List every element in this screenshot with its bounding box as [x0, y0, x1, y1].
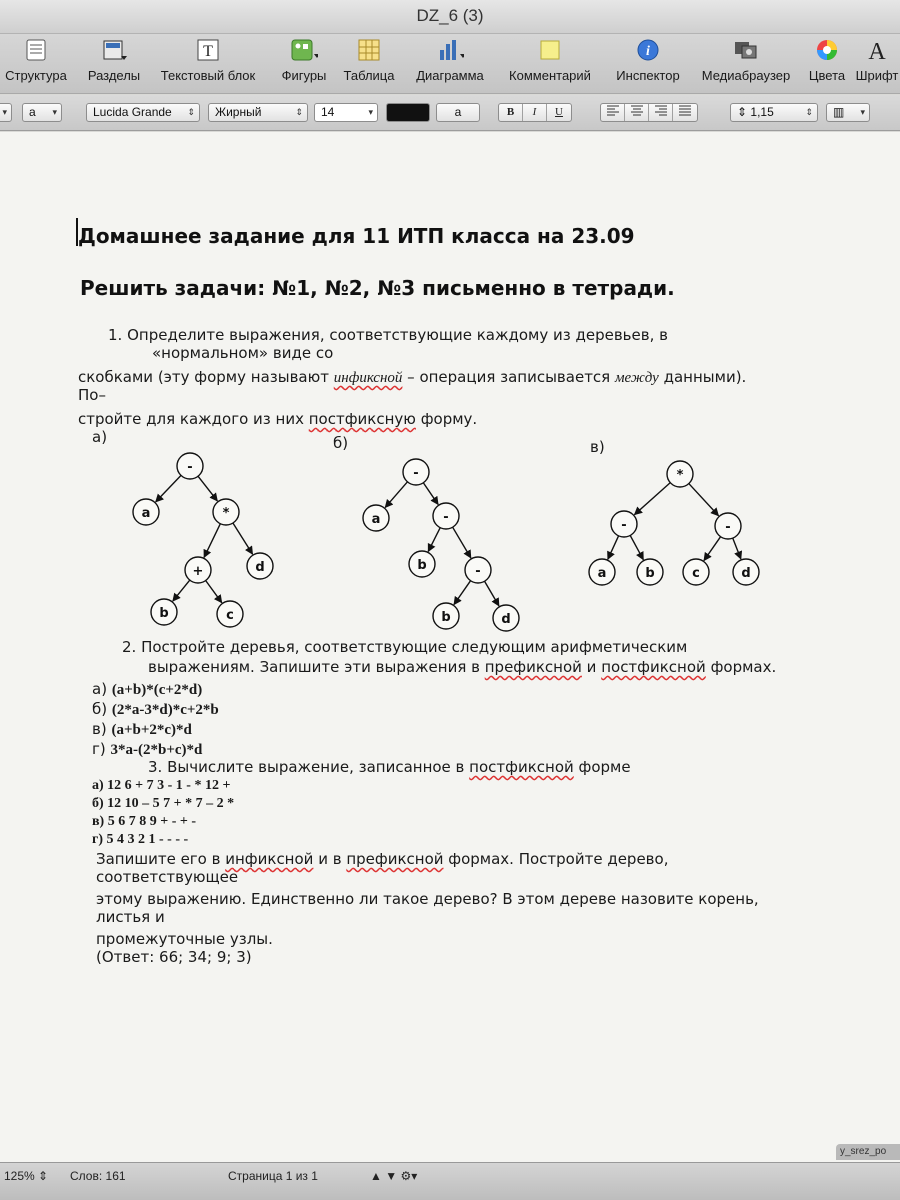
- toolbar-comment-label: Комментарий: [509, 68, 591, 83]
- task2-item-expr: (a+b+2*c)*d: [111, 722, 192, 738]
- line-spacing-value: 1,15: [750, 105, 774, 119]
- comment-icon: [536, 36, 564, 64]
- columns-icon: ▥: [833, 105, 845, 119]
- underline-button[interactable]: U: [555, 106, 563, 118]
- gear-icon[interactable]: ⚙▾: [400, 1169, 418, 1183]
- task3-answer: (Ответ: 66; 34; 9; 3): [96, 948, 252, 966]
- tree-edge: [173, 580, 190, 601]
- shapes-icon: [290, 36, 318, 64]
- toolbar-inspector-button[interactable]: [608, 36, 688, 92]
- tree-edge: [453, 527, 471, 558]
- toolbar-textbox-label: Текстовый блок: [160, 68, 256, 83]
- page-up-icon[interactable]: ▲: [370, 1169, 382, 1183]
- task1-line4: По–: [78, 386, 106, 404]
- tree-node-label: -: [413, 466, 419, 481]
- task3-para1: [96, 850, 668, 868]
- window-titlebar: [0, 0, 900, 34]
- italic-button[interactable]: I: [523, 104, 547, 121]
- toolbar-sections-button[interactable]: [84, 36, 144, 92]
- tree-node-label: -: [725, 520, 731, 535]
- document-heading: Домашнее задание для 11 ИТП класса на 23.09: [78, 224, 635, 248]
- tree-node-label: -: [443, 510, 449, 525]
- zoom-level[interactable]: [4, 1169, 48, 1183]
- font-family-value: Lucida Grande: [93, 105, 172, 119]
- word-infix-2: инфиксной: [225, 850, 314, 868]
- task2-item: [92, 720, 192, 739]
- expression-trees: [80, 432, 800, 632]
- align-center-button[interactable]: [625, 104, 649, 121]
- task1-line5-a: стройте для каждого из них: [78, 410, 309, 428]
- task3-item: в) 5 6 7 8 9 + - + -: [92, 814, 197, 829]
- columns-control[interactable]: ▥ ▾: [826, 103, 870, 122]
- tree-node-label: c: [692, 566, 700, 581]
- task2-item-label: б): [92, 700, 112, 718]
- outline-icon: [22, 36, 50, 64]
- tree-node-label: -: [621, 518, 627, 533]
- tree-edge: [206, 581, 222, 603]
- toolbar-comment-button[interactable]: [500, 36, 600, 92]
- toolbar-sections-label: Разделы: [87, 68, 141, 83]
- task3-line1-a: 3. Вычислите выражение, записанное в: [148, 758, 470, 776]
- colors-icon: [813, 36, 841, 64]
- tree-edge: [630, 535, 643, 559]
- task3-line1-b: форме: [573, 758, 631, 776]
- svg-text:A: A: [868, 39, 886, 62]
- align-justify-button[interactable]: [673, 104, 697, 121]
- window-title: DZ_6 (3): [416, 6, 484, 25]
- task3-para5: промежуточные узлы.: [96, 930, 273, 948]
- align-right-button[interactable]: [649, 104, 673, 121]
- style-select[interactable]: a ▾: [22, 103, 62, 122]
- tree-edge: [485, 581, 499, 606]
- task2-item-expr: (2*a-3*d)*c+2*b: [111, 702, 219, 718]
- tree-node-label: b: [417, 558, 427, 573]
- toolbar-inspector-label: Инспектор: [616, 68, 680, 83]
- text-color-well[interactable]: [386, 103, 430, 122]
- tree-node-label: b: [441, 610, 451, 625]
- task2-item-expr: (a+b)*(c+2*d): [111, 682, 203, 698]
- task2-item-label: г): [92, 740, 111, 758]
- tree-node-label: *: [222, 506, 230, 521]
- tree-node-label: +: [192, 564, 204, 579]
- task3-item: б) 12 10 – 5 7 + * 7 – 2 *: [92, 796, 235, 811]
- task3-item: а) 12 6 + 7 3 - 1 - * 12 +: [92, 778, 231, 793]
- document-canvas[interactable]: [0, 132, 900, 1162]
- tree-edge: [733, 538, 741, 559]
- textbox-icon: [194, 36, 222, 64]
- chart-icon: [436, 36, 464, 64]
- word-postfix: постфиксную: [308, 410, 416, 428]
- toolbar-chart-button[interactable]: [408, 36, 492, 92]
- task2-line1: 2. Постройте деревья, соответствующие следующим арифметическим: [122, 638, 688, 656]
- word-between: между: [614, 370, 659, 386]
- font-size-field[interactable]: 14 ▾: [314, 103, 378, 122]
- tree-edge: [423, 483, 438, 505]
- tree-c: [589, 461, 759, 585]
- toolbar-fonts-button[interactable]: [854, 36, 900, 92]
- line-spacing-control[interactable]: ⇕ 1,15 ⇕: [730, 103, 818, 122]
- task2-item-expr: 3*a-(2*b+c)*d: [110, 742, 203, 758]
- tree-node-label: a: [597, 566, 607, 581]
- zoom-stepper-icon: ⇕: [38, 1169, 49, 1183]
- toolbar-media-button[interactable]: [694, 36, 798, 92]
- tree-edge: [689, 484, 719, 516]
- tree-edge: [233, 523, 253, 554]
- page-nav: [370, 1169, 417, 1183]
- font-weight-select[interactable]: Жирный ⇕: [208, 103, 308, 122]
- zoom-value: 125%: [4, 1169, 35, 1183]
- toolbar-shapes-label: Фигуры: [281, 68, 327, 83]
- tree-edge: [428, 528, 440, 552]
- task2-item-label: а): [92, 680, 112, 698]
- background-finder-tab[interactable]: y_srez_po: [836, 1144, 900, 1160]
- format-bar-overflow[interactable]: ▾: [0, 103, 12, 122]
- document-page[interactable]: [0, 132, 900, 1162]
- font-weight-value: Жирный: [215, 105, 262, 119]
- task2-item-label: в): [92, 720, 112, 738]
- task1-line3-b: – операция записывается: [402, 368, 615, 386]
- document-subheading: Решить задачи: №1, №2, №3 письменно в тетради.: [80, 276, 675, 300]
- inspector-icon: [634, 36, 662, 64]
- task1-line3-a: скобками (эту форму называют: [78, 368, 334, 386]
- toolbar-fonts-label: Шрифт: [855, 68, 899, 83]
- page-indicator: Страница 1 из 1: [228, 1169, 318, 1183]
- tree-node-label: c: [226, 608, 234, 623]
- tree-a: [133, 453, 273, 627]
- task3-p1-c: формах. Постройте дерево,: [443, 850, 669, 868]
- tree-b: [363, 459, 519, 631]
- task2-line2-b: и: [581, 658, 602, 676]
- align-left-button[interactable]: [601, 104, 625, 121]
- fonts-icon: [863, 36, 891, 64]
- highlight-color-button[interactable]: [436, 103, 480, 122]
- tree-b-label: б): [333, 434, 349, 452]
- toolbar-table-label: Таблица: [343, 68, 395, 83]
- tree-edge: [204, 524, 220, 558]
- toolbar-shapes-button[interactable]: [274, 36, 334, 92]
- task1-line1: 1. Определите выражения, соответствующие каждому из деревьев, в: [108, 326, 668, 344]
- task2-line2-c: формах.: [705, 658, 777, 676]
- word-postfix-2: постфиксной: [601, 658, 706, 676]
- highlight-color-label: a: [454, 105, 462, 119]
- alignment-group: [600, 103, 698, 122]
- word-count: Слов: 161: [70, 1169, 126, 1183]
- tree-node-label: a: [371, 512, 381, 527]
- svg-text:T: T: [203, 43, 213, 60]
- tree-node-label: *: [676, 468, 684, 483]
- task1-line5: [78, 410, 477, 428]
- tree-edge: [454, 581, 471, 605]
- tree-node-label: d: [255, 560, 265, 575]
- task3-item: г) 5 4 3 2 1 - - - -: [92, 832, 189, 847]
- svg-text:i: i: [646, 44, 650, 59]
- tree-node-label: a: [141, 506, 151, 521]
- tree-edge: [156, 475, 181, 501]
- task1-line5-b: форму.: [415, 410, 478, 428]
- toolbar-colors-button[interactable]: [804, 36, 850, 92]
- toolbar-colors-label: Цвета: [808, 68, 846, 83]
- media-icon: [732, 36, 760, 64]
- task3-para3: этому выражению. Единственно ли такое дерево? В этом дереве назовите корень,: [96, 890, 759, 908]
- tree-node-label: -: [187, 460, 193, 475]
- task1-line3: [78, 368, 746, 387]
- task3-line1: [148, 758, 631, 776]
- task2-item: [92, 740, 202, 759]
- text-style-group: [498, 103, 572, 122]
- table-icon: [355, 36, 383, 64]
- toolbar-table-button[interactable]: [338, 36, 400, 92]
- page-down-icon[interactable]: ▼: [385, 1169, 398, 1183]
- tree-node-label: -: [475, 564, 481, 579]
- tree-node-label: d: [501, 612, 511, 627]
- task2-line2: [148, 658, 776, 676]
- tree-node-label: d: [741, 566, 751, 581]
- font-family-select[interactable]: Lucida Grande ⇕: [86, 103, 200, 122]
- task1-line3-c: данными).: [658, 368, 747, 386]
- task3-p1-b: и в: [313, 850, 347, 868]
- word-infix: инфиксной: [333, 370, 403, 386]
- sections-icon: [100, 36, 128, 64]
- tree-edge: [704, 537, 721, 561]
- word-postfix-3: постфиксной: [469, 758, 574, 776]
- toolbar-textbox-button[interactable]: [152, 36, 264, 92]
- status-bar: [0, 1162, 900, 1200]
- word-prefix-2: префиксной: [346, 850, 444, 868]
- tree-a-label: а): [92, 428, 108, 446]
- task3-para2: соответствующее: [96, 868, 239, 886]
- toolbar-outline-label: Структура: [5, 68, 67, 83]
- toolbar-outline-button[interactable]: [0, 36, 72, 92]
- tree-edge: [385, 482, 407, 508]
- task1-line2: «нормальном» виде со: [152, 344, 334, 362]
- tree-edge: [608, 536, 619, 559]
- line-spacing-icon: ⇕: [737, 105, 751, 119]
- main-toolbar: [0, 34, 900, 94]
- task2-line2-a: выражениям. Запишите эти выражения в: [148, 658, 485, 676]
- font-size-value: 14: [321, 105, 335, 119]
- task2-item: [92, 680, 202, 699]
- tree-c-label: в): [590, 438, 605, 456]
- style-select-value: a: [29, 105, 36, 119]
- task2-item: [92, 700, 219, 719]
- task3-p1-a: Запишите его в: [96, 850, 226, 868]
- tree-node-label: b: [645, 566, 655, 581]
- format-bar: [0, 95, 900, 131]
- word-prefix: префиксной: [484, 658, 582, 676]
- tree-edge: [634, 483, 670, 515]
- toolbar-media-label: Медиабраузер: [701, 68, 791, 83]
- tree-node-label: b: [159, 606, 169, 621]
- toolbar-chart-label: Диаграмма: [416, 68, 484, 83]
- bold-button[interactable]: B: [499, 104, 523, 121]
- task3-para4: листья и: [96, 908, 165, 926]
- tree-edge: [198, 476, 217, 501]
